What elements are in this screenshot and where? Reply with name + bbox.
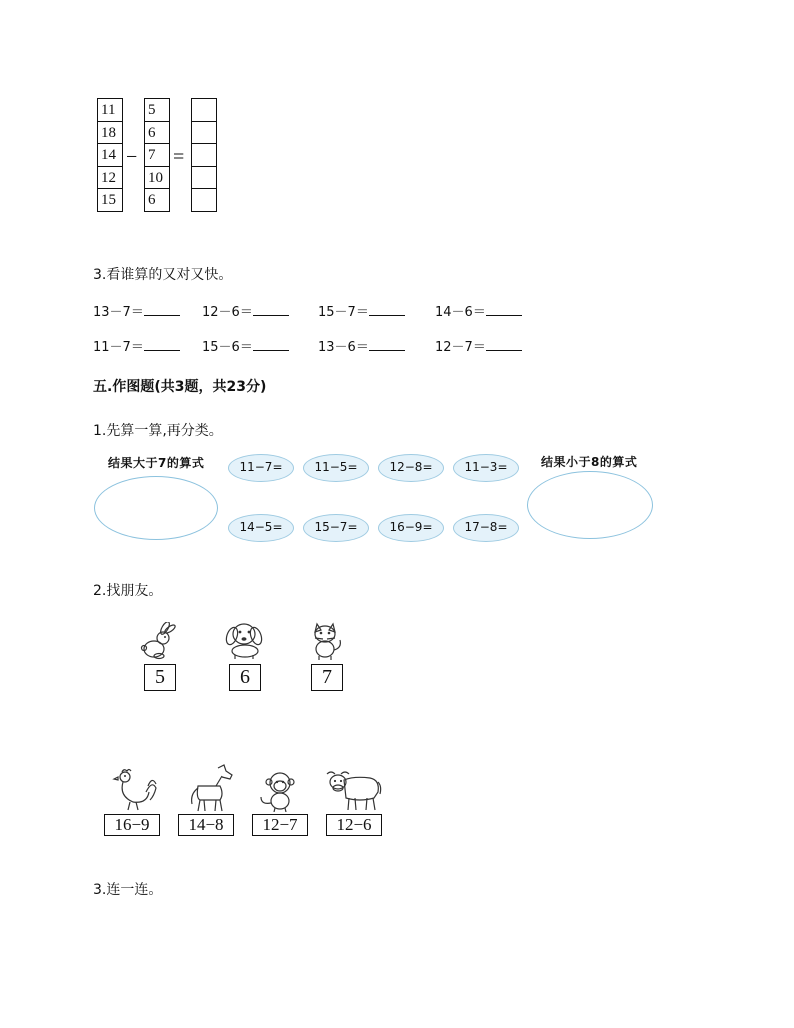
expression-pill[interactable]: 14−5= <box>228 514 294 542</box>
expression-pill[interactable]: 11−3= <box>453 454 519 482</box>
subtrahend-cell: 6 <box>144 121 170 145</box>
dog-icon <box>223 620 269 660</box>
answer-blank[interactable] <box>144 338 180 351</box>
minuend-column <box>97 98 123 212</box>
left-group-oval[interactable] <box>94 476 218 540</box>
answer-column <box>191 98 217 212</box>
equation-item <box>93 301 180 320</box>
cat-icon <box>305 620 345 660</box>
minuend-cell: 18 <box>97 121 123 145</box>
minuend-cell: 12 <box>97 166 123 190</box>
answer-cell[interactable] <box>191 98 217 122</box>
answer-cell[interactable] <box>191 166 217 190</box>
right-group-oval[interactable] <box>527 471 653 539</box>
equation-item <box>93 336 180 355</box>
connect-title: 3.连一连。 <box>93 882 163 898</box>
answer-blank[interactable] <box>369 303 405 316</box>
expression-box: 16−9 <box>104 814 160 836</box>
ox-icon <box>323 768 383 812</box>
equals-sign: = <box>173 146 185 168</box>
answer-blank[interactable] <box>253 338 289 351</box>
section-5-heading: 五.作图题(共3题，共23分) <box>93 379 267 395</box>
equation-text: 12－7＝ <box>435 340 486 355</box>
expression-box: 12−6 <box>326 814 382 836</box>
expression-pill[interactable]: 12−8= <box>378 454 444 482</box>
number-box: 5 <box>144 664 176 691</box>
find-friends-title: 2.找朋友。 <box>93 583 163 599</box>
minuend-cell: 14 <box>97 143 123 167</box>
subtrahend-cell: 5 <box>144 98 170 122</box>
answer-blank[interactable] <box>144 303 180 316</box>
number-box: 7 <box>311 664 343 691</box>
expression-pill[interactable]: 15−7= <box>303 514 369 542</box>
horse-icon <box>188 764 234 812</box>
equation-text: 13－6＝ <box>318 340 369 355</box>
minuend-cell: 11 <box>97 98 123 122</box>
equation-item <box>435 336 522 355</box>
equation-item <box>202 336 289 355</box>
monkey-icon <box>258 770 298 812</box>
equation-text: 11－7＝ <box>93 340 144 355</box>
classify-title: 1.先算一算,再分类。 <box>93 423 223 439</box>
expression-pill[interactable]: 17−8= <box>453 514 519 542</box>
question-3-title: 3.看谁算的又对又快。 <box>93 267 233 283</box>
subtrahend-column <box>144 98 170 212</box>
expression-box: 14−8 <box>178 814 234 836</box>
answer-blank[interactable] <box>253 303 289 316</box>
expression-pill[interactable]: 11−7= <box>228 454 294 482</box>
subtrahend-cell: 10 <box>144 166 170 190</box>
right-group-label: 结果小于8的算式 <box>541 455 638 469</box>
expression-pill[interactable]: 16−9= <box>378 514 444 542</box>
equation-text: 15－6＝ <box>202 340 253 355</box>
answer-cell[interactable] <box>191 188 217 212</box>
answer-blank[interactable] <box>369 338 405 351</box>
minuend-cell: 15 <box>97 188 123 212</box>
subtrahend-cell: 7 <box>144 143 170 167</box>
equation-text: 13－7＝ <box>93 305 144 320</box>
number-box: 6 <box>229 664 261 691</box>
answer-blank[interactable] <box>486 338 522 351</box>
equation-item <box>318 336 405 355</box>
rooster-icon <box>108 766 158 812</box>
equation-text: 14－6＝ <box>435 305 486 320</box>
rabbit-icon <box>139 622 179 660</box>
minus-sign: − <box>126 146 138 168</box>
equation-item <box>435 301 522 320</box>
equation-item <box>318 301 405 320</box>
answer-cell[interactable] <box>191 121 217 145</box>
equation-text: 12－6＝ <box>202 305 253 320</box>
left-group-label: 结果大于7的算式 <box>108 456 205 470</box>
subtrahend-cell: 6 <box>144 188 170 212</box>
answer-blank[interactable] <box>486 303 522 316</box>
equation-text: 15－7＝ <box>318 305 369 320</box>
expression-box: 12−7 <box>252 814 308 836</box>
answer-cell[interactable] <box>191 143 217 167</box>
equation-item <box>202 301 289 320</box>
expression-pill[interactable]: 11−5= <box>303 454 369 482</box>
